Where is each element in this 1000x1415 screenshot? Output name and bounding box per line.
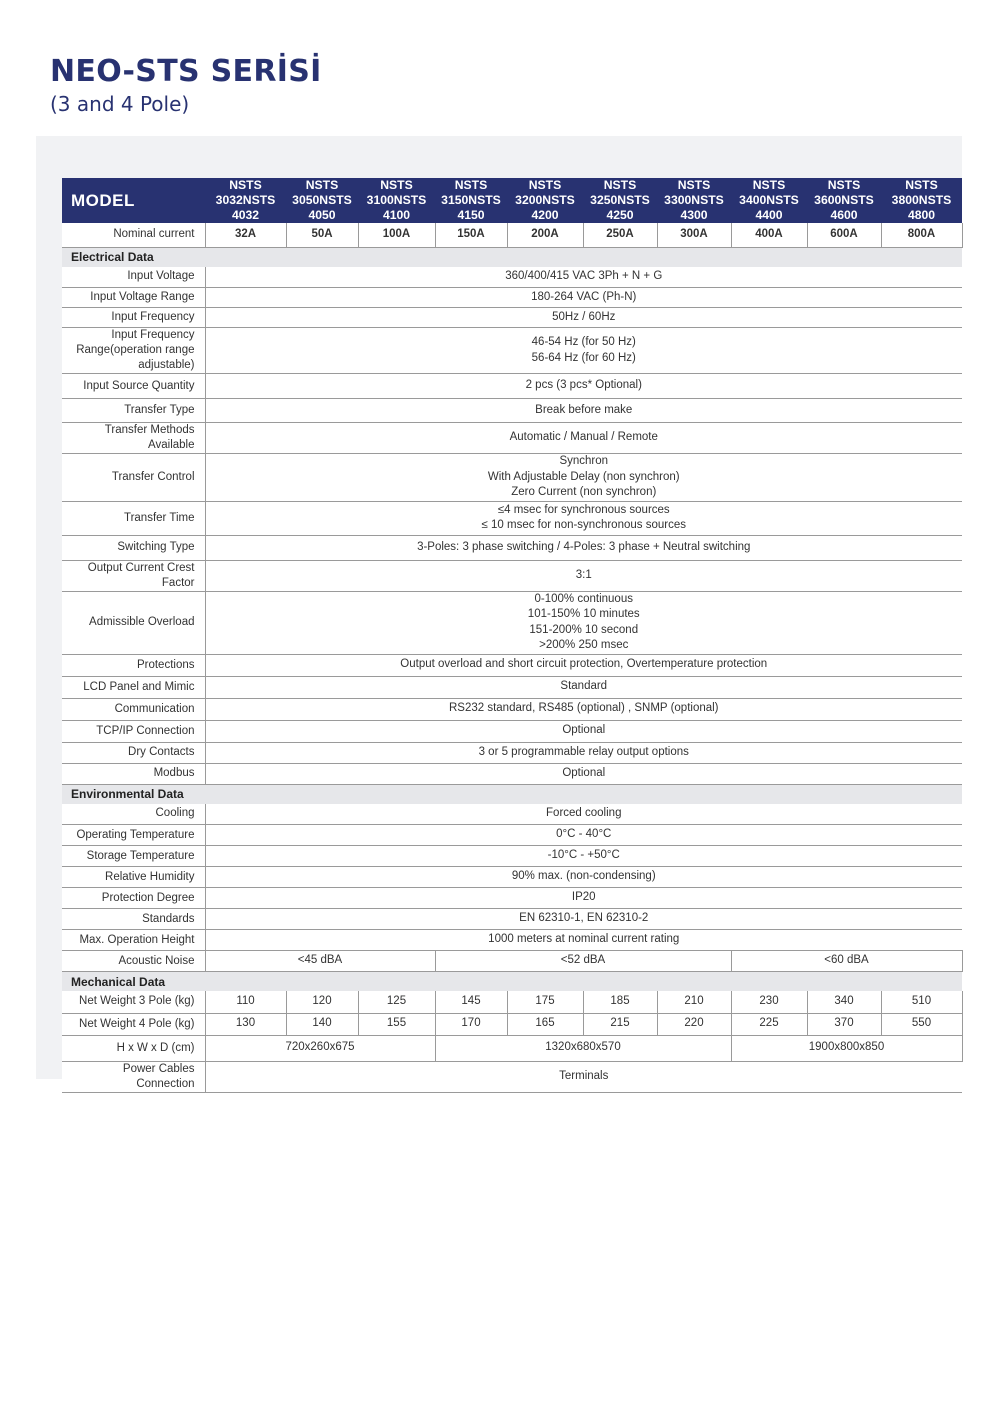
nominal-current-value: 250A bbox=[583, 223, 657, 247]
row-value-line: Automatic / Manual / Remote bbox=[509, 431, 658, 444]
row-value bbox=[205, 501, 962, 535]
weight-value: 210 bbox=[657, 991, 731, 1013]
acoustic-value: <52 dBA bbox=[435, 951, 731, 972]
table-row bbox=[62, 951, 962, 972]
weight-value: 120 bbox=[286, 991, 358, 1013]
row-value bbox=[205, 288, 962, 308]
row-label bbox=[62, 591, 205, 654]
weight-value: 220 bbox=[657, 1013, 731, 1035]
row-value-line: With Adjustable Delay (non synchron) bbox=[487, 470, 680, 483]
table-row bbox=[62, 591, 962, 654]
weight-value: 225 bbox=[731, 1013, 807, 1035]
model-header-cell bbox=[881, 178, 962, 223]
row-label-line: Cooling bbox=[155, 807, 195, 820]
row-value bbox=[205, 867, 962, 888]
row-label bbox=[62, 308, 205, 328]
row-label-line: Input Frequency bbox=[111, 311, 195, 323]
table-row bbox=[62, 804, 962, 825]
table-row bbox=[62, 698, 962, 720]
section-electrical bbox=[62, 247, 962, 267]
table-row bbox=[62, 267, 962, 288]
weight-value: 125 bbox=[358, 991, 435, 1013]
row-label bbox=[62, 888, 205, 909]
weight-value: 175 bbox=[507, 991, 583, 1013]
row-label bbox=[62, 328, 205, 374]
row-label-line: Transfer Type bbox=[124, 404, 195, 416]
row-value bbox=[205, 804, 962, 825]
page-subtitle: (3 and 4 Pole) bbox=[50, 92, 190, 116]
acoustic-value: <45 dBA bbox=[205, 951, 435, 972]
row-label bbox=[62, 846, 205, 867]
row-label-line: Input Frequency Range bbox=[76, 329, 195, 356]
row-value-line: 101-150% 10 minutes bbox=[527, 608, 640, 620]
row-value bbox=[205, 560, 962, 591]
model-name: NSTS 4032 bbox=[231, 193, 276, 222]
weight-value: 170 bbox=[435, 1013, 507, 1035]
row-label bbox=[62, 676, 205, 698]
row-label bbox=[62, 742, 205, 763]
row-label bbox=[62, 867, 205, 888]
row-value bbox=[205, 676, 962, 698]
row-label bbox=[62, 930, 205, 951]
row-value bbox=[205, 535, 962, 560]
row-label: H x W x D (cm) bbox=[62, 1035, 205, 1061]
row-value-line: EN 62310-1, EN 62310-2 bbox=[519, 912, 649, 925]
spec-table bbox=[62, 178, 963, 1093]
row-value-line: Synchron bbox=[559, 455, 609, 467]
model-name: NSTS 4600 bbox=[830, 193, 874, 222]
section-mechanical-title: Mechanical Data bbox=[62, 972, 962, 992]
row-value-line: >200% 250 msec bbox=[539, 639, 629, 651]
table-row bbox=[62, 454, 962, 502]
row-value-line: Output overload and short circuit protection, Overtemperature protection bbox=[400, 658, 768, 671]
row-label bbox=[62, 720, 205, 742]
table-row bbox=[62, 1061, 962, 1092]
table-row bbox=[62, 825, 962, 846]
row-label-line: Admissible Overload bbox=[89, 616, 195, 628]
weight-value: 340 bbox=[807, 991, 881, 1013]
row-label-line: Standards bbox=[142, 912, 195, 925]
dimension-value: 1900x800x850 bbox=[731, 1035, 962, 1061]
model-name: NSTS 3150 bbox=[441, 178, 488, 207]
table-row bbox=[62, 654, 962, 676]
model-name: NSTS 3050 bbox=[292, 178, 339, 207]
weight-value: 230 bbox=[731, 991, 807, 1013]
row-value-line: 0°C - 40°C bbox=[556, 828, 612, 841]
table-row bbox=[62, 535, 962, 560]
model-name: NSTS 3600 bbox=[814, 178, 861, 207]
row-value bbox=[205, 763, 962, 784]
section-electrical-title: Electrical Data bbox=[62, 247, 962, 267]
nominal-current-value: 200A bbox=[507, 223, 583, 247]
row-label-line: TCP/IP Connection bbox=[96, 724, 195, 737]
model-header-cell bbox=[435, 178, 507, 223]
model-name: NSTS 3250 bbox=[590, 178, 637, 207]
row-label-line: Power Cables Connection bbox=[122, 1062, 195, 1090]
row-label: Nominal current bbox=[62, 223, 205, 247]
table-row bbox=[62, 423, 962, 454]
row-value-line: ≤4 msec for synchronous sources bbox=[497, 503, 670, 516]
weight-value: 110 bbox=[205, 991, 286, 1013]
row-value bbox=[205, 328, 962, 374]
row-label bbox=[62, 399, 205, 423]
model-name: NSTS 3300 bbox=[664, 178, 711, 207]
model-header-cell bbox=[657, 178, 731, 223]
table-row bbox=[62, 676, 962, 698]
table-row bbox=[62, 328, 962, 374]
nominal-current-value: 50A bbox=[286, 223, 358, 247]
row-value-line: ≤ 10 msec for non-synchronous sources bbox=[481, 519, 686, 531]
acoustic-value: <60 dBA bbox=[731, 951, 962, 972]
table-row bbox=[62, 742, 962, 763]
row-label-line: Relative Humidity bbox=[105, 870, 195, 883]
model-name: NSTS 4800 bbox=[907, 193, 952, 222]
nominal-current-value: 300A bbox=[657, 223, 731, 247]
row-value-line: -10°C - +50°C bbox=[547, 849, 620, 862]
model-header-row bbox=[62, 178, 962, 223]
row-label-line: Transfer Time bbox=[123, 511, 195, 524]
table-row bbox=[62, 223, 962, 247]
table-row bbox=[62, 909, 962, 930]
table-row bbox=[62, 399, 962, 423]
row-value-line: Terminals bbox=[559, 1069, 609, 1082]
row-label bbox=[62, 698, 205, 720]
row-label bbox=[62, 804, 205, 825]
model-name: NSTS 3100 bbox=[366, 178, 413, 207]
row-value-line: Zero Current (non synchron) bbox=[511, 486, 657, 498]
row-label bbox=[62, 454, 205, 502]
model-header-cell bbox=[807, 178, 881, 223]
row-label-line: Transfer Methods Available bbox=[104, 424, 195, 451]
model-header-cell bbox=[358, 178, 435, 223]
model-header-cell bbox=[286, 178, 358, 223]
dimension-value: 1320x680x570 bbox=[435, 1035, 731, 1061]
row-label-line: Input Source Quantity bbox=[83, 379, 195, 392]
row-value bbox=[205, 308, 962, 328]
nominal-current-value: 150A bbox=[435, 223, 507, 247]
row-label bbox=[62, 1061, 205, 1092]
table-row bbox=[62, 501, 962, 535]
row-value bbox=[205, 846, 962, 867]
row-value bbox=[205, 825, 962, 846]
model-name: NSTS 3800 bbox=[891, 178, 938, 207]
table-row bbox=[62, 308, 962, 328]
row-label-line: Input Voltage bbox=[127, 270, 195, 283]
model-name: NSTS 3032 bbox=[215, 178, 262, 207]
row-label-line: Protections bbox=[136, 658, 195, 671]
section-environmental-title: Environmental Data bbox=[62, 784, 962, 804]
row-value bbox=[205, 267, 962, 288]
section-mechanical bbox=[62, 972, 962, 992]
row-label-line: LCD Panel and Mimic bbox=[83, 680, 195, 693]
row-label bbox=[62, 267, 205, 288]
row-label-line: Operating Temperature bbox=[76, 828, 195, 841]
row-label-line: Max. Operation Height bbox=[79, 933, 195, 946]
row-label bbox=[62, 423, 205, 454]
weight-value: 145 bbox=[435, 991, 507, 1013]
weight-value: 215 bbox=[583, 1013, 657, 1035]
row-label-line: Switching Type bbox=[117, 541, 195, 553]
row-value-line: 46-54 Hz (for 50 Hz) bbox=[531, 336, 636, 348]
row-label-line: Storage Temperature bbox=[86, 849, 195, 862]
row-value-line: Break before make bbox=[535, 403, 633, 416]
table-row bbox=[62, 288, 962, 308]
weight-value: 550 bbox=[881, 1013, 962, 1035]
table-row bbox=[62, 720, 962, 742]
row-value bbox=[205, 1061, 962, 1092]
weight-value: 165 bbox=[507, 1013, 583, 1035]
row-value bbox=[205, 698, 962, 720]
model-name: NSTS 4400 bbox=[755, 193, 799, 222]
row-label bbox=[62, 535, 205, 560]
table-row bbox=[62, 763, 962, 784]
row-value-line: 90% max. (non-condensing) bbox=[511, 870, 656, 883]
row-label bbox=[62, 654, 205, 676]
nominal-current-value: 800A bbox=[881, 223, 962, 247]
row-value-line: 151-200% 10 second bbox=[529, 623, 639, 636]
row-label-line: Transfer Control bbox=[111, 470, 195, 483]
row-value bbox=[205, 591, 962, 654]
row-label-line: Communication bbox=[114, 702, 195, 715]
row-value-line: 0-100% continuous bbox=[534, 592, 633, 605]
page-title: NEO-STS SERİSİ bbox=[50, 54, 322, 89]
row-label-line: Modbus bbox=[153, 767, 195, 779]
row-label bbox=[62, 560, 205, 591]
model-name: NSTS 4050 bbox=[308, 193, 352, 222]
row-value bbox=[205, 888, 962, 909]
table-row bbox=[62, 867, 962, 888]
row-label-line: Input Voltage Range bbox=[90, 291, 195, 303]
row-value-line: 3-Poles: 3 phase switching / 4-Poles: 3 phase + Neutral switching bbox=[417, 540, 751, 553]
row-label bbox=[62, 374, 205, 399]
row-value-line: 3 or 5 programmable relay output options bbox=[478, 745, 689, 758]
row-value-line: Optional bbox=[562, 766, 606, 779]
row-value bbox=[205, 374, 962, 399]
table-row bbox=[62, 991, 962, 1013]
row-label: Net Weight 4 Pole (kg) bbox=[62, 1013, 205, 1035]
model-header-cell bbox=[731, 178, 807, 223]
table-row bbox=[62, 1035, 962, 1061]
model-header-cell bbox=[583, 178, 657, 223]
nominal-current-value: 32A bbox=[205, 223, 286, 247]
model-name: NSTS 4200 bbox=[531, 193, 575, 222]
row-value bbox=[205, 909, 962, 930]
nominal-current-value: 100A bbox=[358, 223, 435, 247]
row-label bbox=[62, 825, 205, 846]
row-label bbox=[62, 763, 205, 784]
weight-value: 130 bbox=[205, 1013, 286, 1035]
row-label-line: (operation range adjustable) bbox=[110, 344, 195, 371]
model-name: NSTS 4250 bbox=[606, 193, 650, 222]
model-name: NSTS 3200 bbox=[515, 178, 562, 207]
dimension-value: 720x260x675 bbox=[205, 1035, 435, 1061]
weight-value: 185 bbox=[583, 991, 657, 1013]
row-value-line: Forced cooling bbox=[546, 807, 622, 819]
section-environmental bbox=[62, 784, 962, 804]
model-header-cell bbox=[205, 178, 286, 223]
weight-value: 140 bbox=[286, 1013, 358, 1035]
table-row bbox=[62, 888, 962, 909]
table-row bbox=[62, 374, 962, 399]
row-label: Acoustic Noise bbox=[62, 951, 205, 972]
row-value-line: 56-64 Hz (for 60 Hz) bbox=[531, 351, 636, 364]
row-label bbox=[62, 501, 205, 535]
model-label: MODEL bbox=[62, 178, 205, 223]
weight-value: 510 bbox=[881, 991, 962, 1013]
table-row bbox=[62, 560, 962, 591]
model-name: NSTS 4100 bbox=[382, 193, 427, 222]
model-header-cell bbox=[507, 178, 583, 223]
row-value bbox=[205, 654, 962, 676]
row-value-line: RS232 standard, RS485 (optional) , SNMP (optional) bbox=[448, 702, 719, 715]
row-value-line: 1000 meters at nominal current rating bbox=[488, 933, 680, 946]
row-value bbox=[205, 930, 962, 951]
row-value-line: 360/400/415 VAC 3Ph + N + G bbox=[505, 270, 663, 282]
model-name: NSTS 3400 bbox=[739, 178, 786, 207]
row-label: Net Weight 3 Pole (kg) bbox=[62, 991, 205, 1013]
row-value bbox=[205, 399, 962, 423]
row-label-line: Output Current Crest Factor bbox=[87, 561, 195, 589]
table-row bbox=[62, 1013, 962, 1035]
row-value bbox=[205, 454, 962, 502]
weight-value: 370 bbox=[807, 1013, 881, 1035]
row-value-line: 3:1 bbox=[575, 568, 592, 581]
row-value bbox=[205, 423, 962, 454]
row-label-line: Protection Degree bbox=[101, 891, 195, 904]
row-value-line: IP20 bbox=[571, 891, 596, 904]
model-name: NSTS 4300 bbox=[680, 193, 724, 222]
row-value-line: 50Hz / 60Hz bbox=[552, 310, 616, 323]
row-label bbox=[62, 909, 205, 930]
row-value bbox=[205, 742, 962, 763]
table-row bbox=[62, 930, 962, 951]
row-value bbox=[205, 720, 962, 742]
row-value-line: Optional bbox=[562, 724, 606, 737]
row-value-line: 2 pcs (3 pcs* Optional) bbox=[525, 379, 642, 392]
row-value-line: 180-264 VAC (Ph-N) bbox=[531, 290, 637, 303]
row-label bbox=[62, 288, 205, 308]
nominal-current-value: 600A bbox=[807, 223, 881, 247]
model-name: NSTS 4150 bbox=[457, 193, 501, 222]
row-label-line: Dry Contacts bbox=[128, 746, 195, 758]
nominal-current-value: 400A bbox=[731, 223, 807, 247]
row-value-line: Standard bbox=[560, 680, 608, 693]
weight-value: 155 bbox=[358, 1013, 435, 1035]
table-row bbox=[62, 846, 962, 867]
